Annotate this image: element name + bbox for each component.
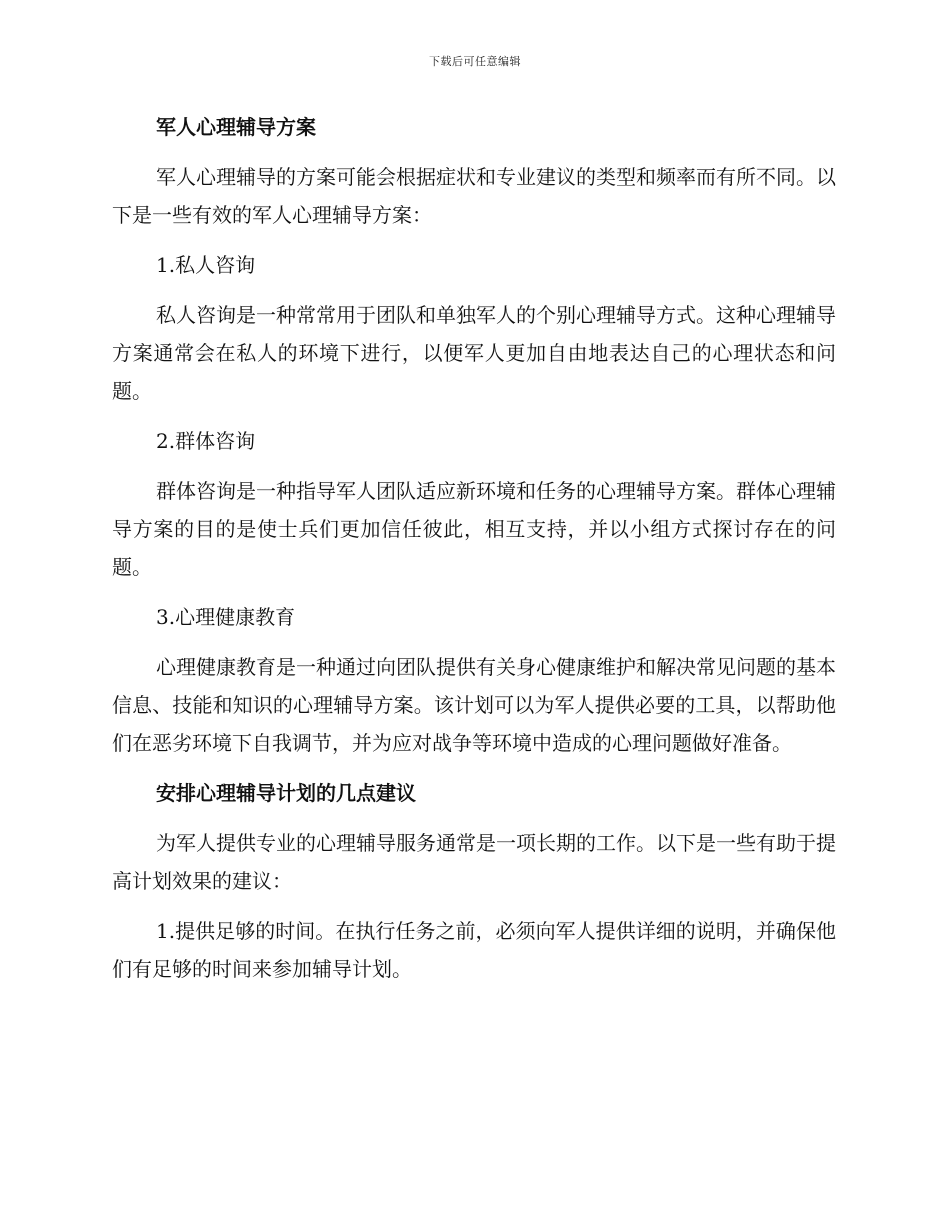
section-intro-suggestions: 为军人提供专业的心理辅导服务通常是一项长期的工作。以下是一些有助于提高计划效果的建议：: [112, 831, 836, 893]
item-body-private: 私人咨询是一种常常用于团队和单独军人的个别心理辅导方式。这种心理辅导方案通常会在私人的环境下进行，以便军人更加自由地表达自己的心理状态和问题。: [112, 303, 836, 403]
item-body-education: 心理健康教育是一种通过向团队提供有关身心健康维护和解决常见问题的基本信息、技能和知识的心理辅导方案。该计划可以为军人提供必要的工具，以帮助他们在恶劣环境下自我调节，并为应对战争等环境中造成的心理问题做好准备。: [112, 655, 836, 755]
item-body-group: 群体咨询是一种指导军人团队适应新环境和任务的心理辅导方案。群体心理辅导方案的目的是使士兵们更加信任彼此，相互支持，并以小组方式探讨存在的问题。: [112, 479, 836, 579]
header-note: 下载后可任意编辑: [429, 55, 521, 68]
suggestion-item-time: 1.提供足够的时间。在执行任务之前，必须向军人提供详细的说明，并确保他们有足够的时间来参加辅导计划。: [112, 919, 836, 981]
item-title-education: 3.心理健康教育: [156, 605, 296, 629]
section-intro-plan: 军人心理辅导的方案可能会根据症状和专业建议的类型和频率而有所不同。以下是一些有效的军人心理辅导方案：: [112, 165, 836, 227]
item-title-group: 2.群体咨询: [156, 429, 256, 453]
section-title-suggestions: 安排心理辅导计划的几点建议: [156, 781, 416, 805]
section-title-plan: 军人心理辅导方案: [156, 115, 316, 139]
item-title-private: 1.私人咨询: [156, 253, 256, 277]
document-body: [112, 108, 836, 1000]
